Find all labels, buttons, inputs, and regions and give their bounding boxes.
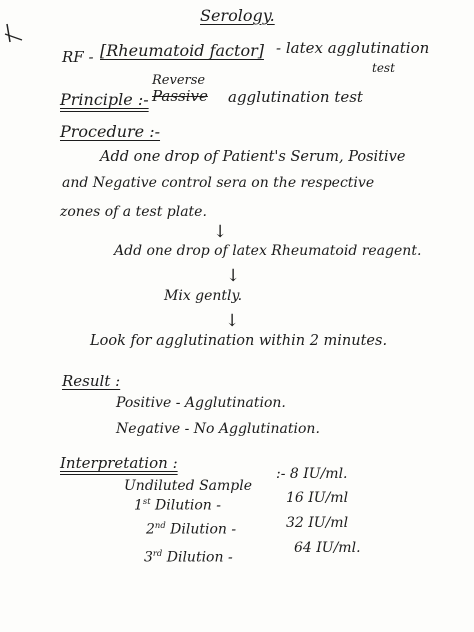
procedure-line-2: and Negative control sera on the respective [62, 175, 375, 191]
result-heading: Result : [62, 372, 121, 390]
interpretation-value-3rd-dilution: 64 IU/ml. [294, 540, 361, 556]
procedure-step-2: Add one drop of latex Rheumatoid reagent. [114, 243, 422, 259]
result-positive: Positive - Agglutination. [116, 395, 286, 411]
principle-reverse-insert: Reverse [152, 73, 206, 88]
principle-label: Principle :- [60, 90, 149, 109]
rf-full-name: [Rheumatoid factor] [100, 41, 264, 60]
procedure-arrow-3: ↓ [225, 311, 240, 331]
page-title: Serology. [200, 6, 275, 25]
procedure-step-3: Mix gently. [164, 288, 243, 304]
rf-test-word: test [372, 61, 395, 75]
rf-abbr: RF - [62, 48, 94, 66]
rf-description: - latex agglutination [276, 39, 430, 57]
procedure-line-3: zones of a test plate. [60, 204, 207, 220]
procedure-arrow-1: ↓ [213, 222, 228, 242]
procedure-step-4: Look for agglutination within 2 minutes. [90, 333, 388, 349]
margin-tick-mark [2, 22, 24, 44]
interpretation-row-label: Undiluted Sample [124, 478, 253, 494]
interpretation-value-2nd-dilution: 32 IU/ml [286, 515, 349, 531]
interpretation-value-1st-dilution: 16 IU/ml [286, 490, 349, 506]
principle-rest: agglutination test [228, 88, 363, 106]
interpretation-row-3rd-dilution: 3rd Dilution - [144, 548, 233, 566]
procedure-line-1: Add one drop of Patient's Serum, Positive [100, 149, 406, 165]
interpretation-value-undiluted: :- 8 IU/ml. [276, 466, 348, 482]
result-negative: Negative - No Agglutination. [116, 421, 320, 437]
principle-passive-struck: Passive [152, 87, 208, 105]
interpretation-heading: Interpretation : [60, 454, 178, 472]
interpretation-row-1st-dilution: 1st Dilution - [134, 496, 221, 514]
interpretation-row-undiluted [124, 479, 252, 493]
procedure-heading: Procedure :- [60, 122, 161, 141]
procedure-arrow-2: ↓ [226, 266, 241, 286]
interpretation-row-2nd-dilution: 2nd Dilution - [146, 520, 237, 538]
